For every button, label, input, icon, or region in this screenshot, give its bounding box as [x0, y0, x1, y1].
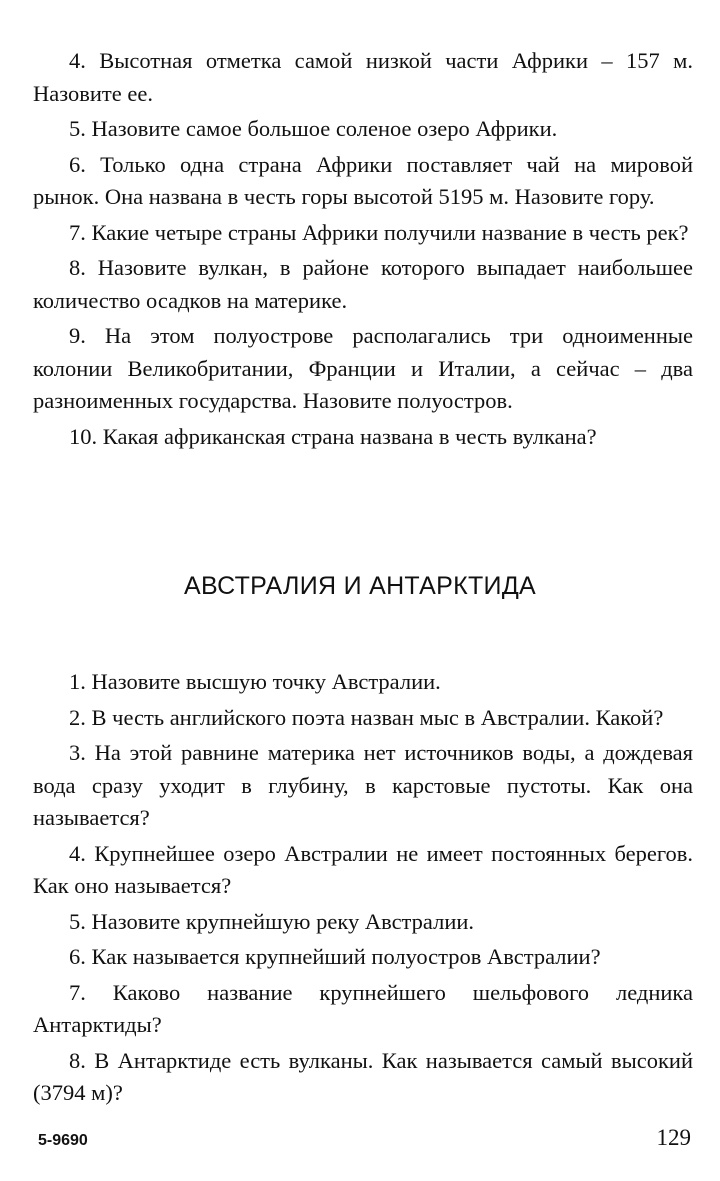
question-3: 3. На этой равнине материка нет источников воды, а дождевая вода сразу уходит в глубину, в карстовые пустоты. Как она называется?	[33, 740, 693, 830]
question-9: 9. На этом полуострове располагались три одноименные колонии Великобритании, Франции и Италии, а сейчас – два разноименных государства. Назовите полуостров.	[33, 323, 693, 413]
question-1: 1. Назовите высшую точку Австралии.	[69, 669, 441, 694]
question-2: 2. В честь английского поэта назван мыс в Австралии. Какой?	[69, 704, 664, 730]
question-6: 6. Только одна страна Африки поставляет чай на мировой рынок. Она названа в честь горы высотой 5195 м. Назовите гору.	[33, 151, 693, 209]
australia-antarctica-questions	[33, 666, 693, 1113]
question-5: 5. Назовите крупнейшую реку Австралии.	[69, 908, 475, 934]
page-number: 129	[656, 1125, 691, 1150]
print-code: 5-9690	[38, 1132, 88, 1149]
question-4: 4. Крупнейшее озеро Австралии не имеет постоянных берегов. Как оно называется?	[33, 840, 693, 898]
question-10: 10. Какая африканская страна названа в честь вулкана?	[69, 423, 597, 449]
africa-questions	[33, 45, 693, 456]
question-7: 7. Каково название крупнейшего шельфового ледника Антарктиды?	[33, 979, 693, 1037]
question-8: 8. Назовите вулкан, в районе которого выпадает наибольшее количество осадков на материке.	[33, 255, 693, 313]
question-5: 5. Назовите самое большое соленое озеро Африки.	[69, 116, 558, 141]
question-4: 4. Высотная отметка самой низкой части Африки – 157 м. Назовите ее.	[33, 48, 693, 106]
question-7: 7. Какие четыре страны Африки получили название в честь рек?	[69, 219, 689, 245]
section-heading: АВСТРАЛИЯ И АНТАРКТИДА	[183, 572, 537, 600]
question-8: 8. В Антарктиде есть вулканы. Как называется самый высокий (3794 м)?	[33, 1047, 693, 1105]
question-6: 6. Как называется крупнейший полуостров Австралии?	[69, 944, 601, 969]
